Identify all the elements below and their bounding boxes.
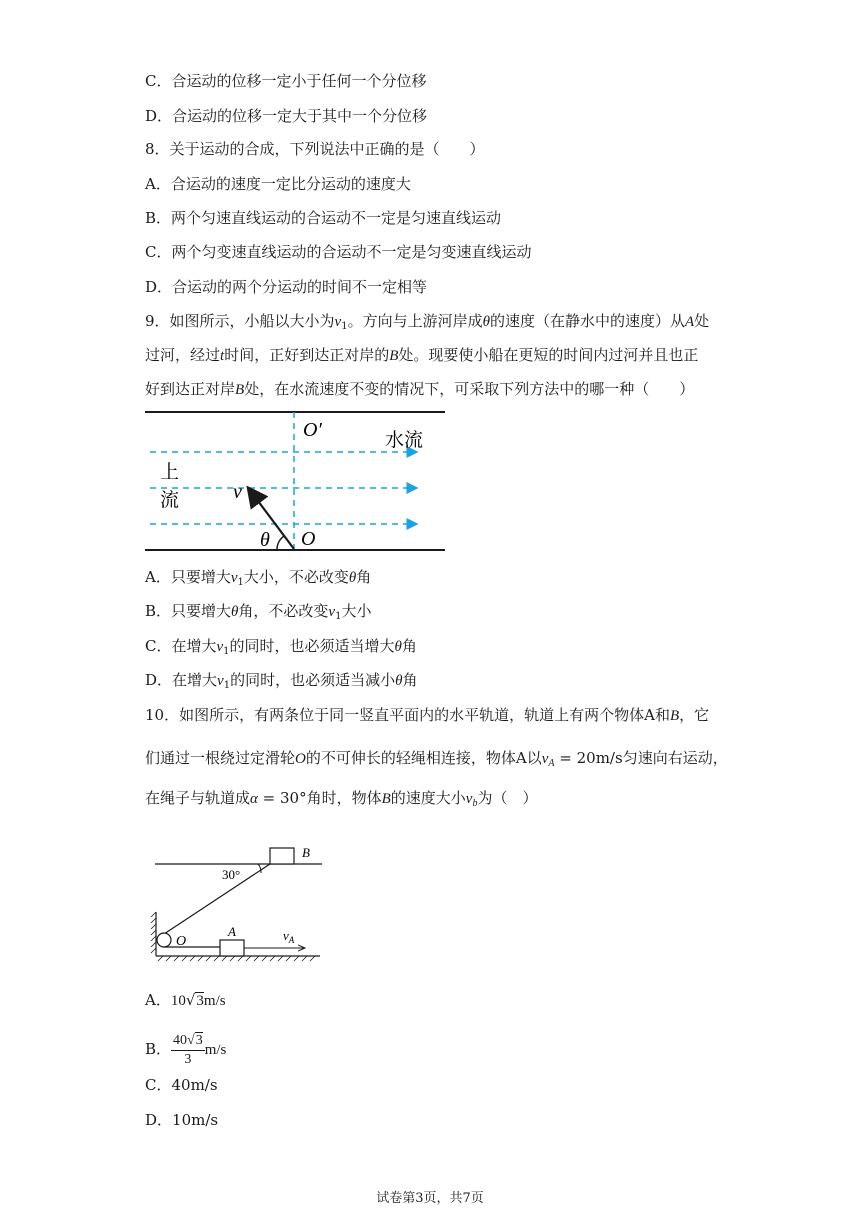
q10-pulley-figure — [150, 842, 330, 967]
pulley-o-label: O — [176, 934, 187, 949]
q9-option-c: C．在增大$v_1$的同时，也必须适当增大θ角 — [145, 637, 417, 657]
o-label: O — [301, 528, 316, 550]
q8-option-c: C．两个匀变速直线运动的合运动不一定是匀变速直线运动 — [145, 243, 532, 261]
q10-option-a: A．10√3m/s — [145, 991, 226, 1009]
q10-stem-line1: 10．如图所示，有两条位于同一竖直平面内的水平轨道，轨道上有两个物体A和B，它 — [145, 706, 710, 724]
q9-stem-line1: 9．如图所示，小船以大小为$v_1$。方向与上游河岸成θ的速度（在静水中的速度）从A处 — [145, 312, 710, 332]
q7-option-c: C．合运动的位移一定小于任何一个分位移 — [145, 72, 427, 90]
q10-option-b: B． $\frac{40√3}{3}$ m/s — [145, 1032, 227, 1067]
upstream-label-2: 流 — [160, 489, 180, 511]
page-footer: 试卷第3页，共7页 — [376, 1191, 484, 1206]
angle-label: 30° — [222, 867, 241, 882]
upstream-label-1: 上 — [160, 461, 180, 483]
q9-option-b: B．只要增大θ角，不必改变$v_1$大小 — [145, 602, 372, 622]
q8-stem: 8．关于运动的合成，下列说法中正确的是（ ） — [145, 140, 485, 158]
floor-hatching — [158, 956, 315, 961]
q10-stem-line2: 们通过一根绕过定滑轮O的不可伸长的轻绳相连接，物体A以$v_A = 20m/s$匀速向右运动， — [145, 749, 728, 769]
q10-stem-line3: 在绳子与轨道成α = 30°角时，物体B的速度大小$v_b$为（ ） — [145, 789, 538, 809]
q8-option-b: B．两个匀速直线运动的合运动不一定是匀速直线运动 — [145, 209, 502, 227]
water-flow-label: 水流 — [385, 429, 424, 451]
block-b-label: B — [302, 845, 310, 860]
q9-stem-line2: 过河，经过t时间，正好到达正对岸的B处。现要使小船在更短的时间内过河并且也正 — [145, 346, 699, 364]
q7-option-d: D．合运动的位移一定大于其中一个分位移 — [145, 107, 428, 125]
q10-option-b-fraction: $\frac{40√3}{3}$ — [173, 1032, 203, 1067]
q9-river-figure — [145, 406, 450, 556]
theta-label: θ — [260, 529, 270, 551]
block-a-label: A — [228, 924, 236, 939]
q8-option-a: A．合运动的速度一定比分运动的速度大 — [145, 175, 411, 193]
rope — [164, 864, 270, 934]
block-a — [220, 940, 244, 956]
block-b — [270, 848, 294, 864]
velocity-arrow — [249, 489, 294, 549]
theta-arc — [277, 536, 284, 550]
q9-stem-line3: 好到达正对岸B处，在水流速度不变的情况下，可采取下列方法中的哪一种（ ） — [145, 380, 695, 398]
q9-option-a: A．只要增大$v_1$大小，不必改变θ角 — [145, 568, 372, 588]
q10-option-c: C．40m/s — [145, 1076, 218, 1094]
o-prime-label: O′ — [303, 419, 322, 441]
wall-hatching — [151, 912, 156, 953]
q8-option-d: D．合运动的两个分运动的时间不一定相等 — [145, 278, 428, 296]
v-label: v — [233, 481, 242, 503]
q10-option-d: D．10m/s — [145, 1111, 219, 1129]
va-label: $v_A$ — [283, 928, 295, 945]
q9-option-d: D．在增大$v_1$的同时，也必须适当减小θ角 — [145, 671, 418, 691]
pulley — [157, 933, 171, 947]
